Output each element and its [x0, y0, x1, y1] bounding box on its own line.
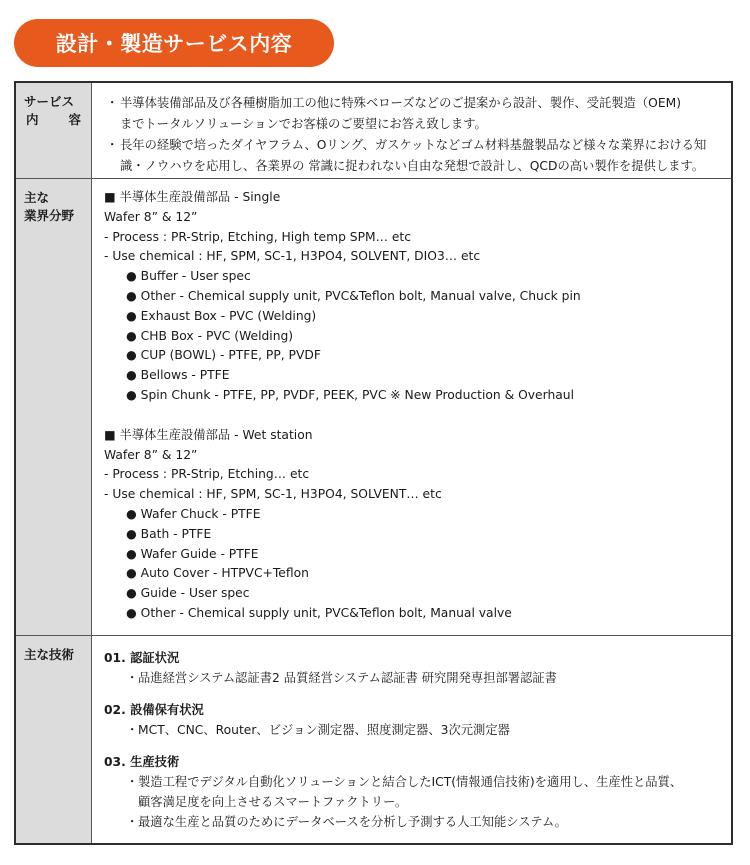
single-item	[104, 307, 723, 327]
tech-section-item	[104, 772, 723, 792]
item-text: Bellows - PTFE	[140, 368, 230, 383]
bullet-dot: ●	[126, 387, 137, 402]
bullet: ・	[126, 671, 139, 685]
item-text: Other - Chemical supply unit, PVC&Teflon bolt, Manual valve, Chuck pin	[140, 288, 581, 303]
item-text: Other - Chemical supply unit, PVC&Teflon bolt, Manual valve	[140, 605, 512, 620]
item-text: 顧客満足度を向上させるスマートファクトリー。	[138, 795, 408, 809]
single-wafer: Wafer 8” & 12”	[104, 209, 198, 224]
business-label-line1: 主な	[24, 190, 50, 205]
business-label	[16, 179, 92, 635]
bullet-dot: ●	[126, 605, 137, 620]
item-text: CHB Box - PVC (Welding)	[140, 328, 294, 343]
tech-label	[16, 636, 92, 843]
tech-section-title: 01. 認証状況	[104, 651, 180, 665]
services-label-line2	[24, 111, 83, 129]
tech-section-title: 03. 生産技術	[104, 755, 180, 769]
wet-chemical: - Use chemical : HF, SPM, SC-1, H3PO4, SOLVENT… etc	[104, 487, 442, 502]
tech-row	[16, 636, 731, 843]
tech-label-text: 主な技術	[24, 647, 75, 662]
tech-section-item-continued	[104, 792, 723, 812]
business-row	[16, 179, 731, 636]
item-text: Guide - User spec	[140, 586, 250, 601]
bullet-dot: ●	[126, 328, 137, 343]
wet-process: - Process : PR-Strip, Etching… etc	[104, 467, 310, 482]
bullet-dot: ●	[126, 368, 137, 383]
bullet-spacer	[126, 792, 138, 812]
single-process: - Process : PR-Strip, Etching, High temp SPM… etc	[104, 229, 411, 244]
item-text: Buffer - User spec	[140, 269, 251, 284]
services-label-char-1: 内	[26, 112, 39, 127]
item-text: Auto Cover - HTPVC+Teflon	[140, 566, 309, 581]
bullet: ・	[106, 138, 119, 152]
bullet-dot: ●	[126, 348, 137, 363]
item-text: Exhaust Box - PVC (Welding)	[140, 308, 317, 323]
paragraph-line: 半導体装備部品及び各種樹脂加工の他に特殊ベローズなどのご提案から設計、製作、受託製造（OEM)	[120, 96, 682, 110]
item-text: 製造工程でデジタル自動化ソリューションと結合したICT(情報通信技術)を適用し、生産性と品質、	[138, 775, 683, 789]
wet-item	[104, 505, 723, 525]
single-chemical: - Use chemical : HF, SPM, SC-1, H3PO4, SOLVENT, DIO3… etc	[104, 249, 481, 264]
services-label	[16, 83, 92, 178]
bullet-dot: ●	[126, 526, 137, 541]
business-content	[92, 179, 731, 635]
service-table	[14, 81, 733, 845]
tech-content	[92, 636, 731, 843]
bullet-dot: ●	[126, 586, 137, 601]
paragraph-line: までトータルソリューションでお客様のご要望にお答え致します。	[120, 117, 487, 131]
wet-heading: ■ 半導体生産設備部品 - Wet station	[104, 427, 313, 442]
item-text: Wafer Guide - PTFE	[140, 546, 259, 561]
single-heading: ■ 半導体生産設備部品 - Single	[104, 190, 281, 204]
single-item	[104, 346, 723, 366]
wet-item	[104, 525, 723, 545]
tech-section-item	[104, 720, 723, 740]
services-label-char-2: 容	[68, 112, 81, 127]
services-paragraph-2	[104, 135, 723, 177]
spacer	[104, 740, 723, 752]
paragraph-line: 長年の経験で培ったダイヤフラム、Oリング、ガスケットなどゴム材料基盤製品など様々な業界における知	[120, 138, 707, 152]
tech-section-item	[104, 668, 723, 688]
page-title: 設計・製造サービス内容	[14, 19, 334, 67]
bullet: ・	[126, 775, 139, 789]
wet-item	[104, 564, 723, 584]
services-content	[92, 83, 731, 178]
wet-item	[104, 584, 723, 604]
paragraph-line: 識・ノウハウを応用し、各業界の 常識に捉われない自由な発想で設計し、QCDの高い製作を提供します。	[120, 159, 705, 173]
item-text: CUP (BOWL) - PTFE, PP, PVDF	[140, 348, 321, 363]
services-paragraph-1	[104, 93, 723, 135]
bullet: ・	[126, 815, 139, 829]
item-text: Bath - PTFE	[140, 526, 212, 541]
wet-wafer: Wafer 8” & 12”	[104, 447, 198, 462]
bullet: ・	[106, 96, 119, 110]
bullet-dot: ●	[126, 566, 137, 581]
item-text: 最適な生産と品質のためにデータベースを分析し予測する人工知能システム。	[138, 815, 567, 829]
single-item	[104, 386, 723, 406]
tech-section-item	[104, 812, 723, 832]
single-item	[104, 366, 723, 386]
item-text: MCT、CNC、Router、ビジョン測定器、照度測定器、3次元測定器	[138, 723, 510, 737]
bullet-dot: ●	[126, 269, 137, 284]
spacer	[104, 688, 723, 700]
item-text: Spin Chunk - PTFE, PP, PVDF, PEEK, PVC ※ New Production & Overhaul	[140, 387, 574, 402]
services-row	[16, 83, 731, 179]
wet-item	[104, 604, 723, 624]
services-label-line1: サービス	[24, 94, 75, 109]
single-item	[104, 287, 723, 307]
bullet: ・	[126, 723, 139, 737]
single-item	[104, 327, 723, 347]
business-label-line2: 業界分野	[24, 208, 75, 223]
single-item	[104, 267, 723, 287]
bullet-dot: ●	[126, 308, 137, 323]
spacer	[104, 406, 723, 426]
item-text: Wafer Chuck - PTFE	[140, 506, 261, 521]
bullet-dot: ●	[126, 546, 137, 561]
bullet-dot: ●	[126, 288, 137, 303]
wet-item	[104, 545, 723, 565]
item-text: 品進経営システム認証書2 品質経営システム認証書 研究開発専担部署認証書	[138, 671, 557, 685]
bullet-dot: ●	[126, 506, 137, 521]
tech-section-title: 02. 設備保有状況	[104, 703, 204, 717]
